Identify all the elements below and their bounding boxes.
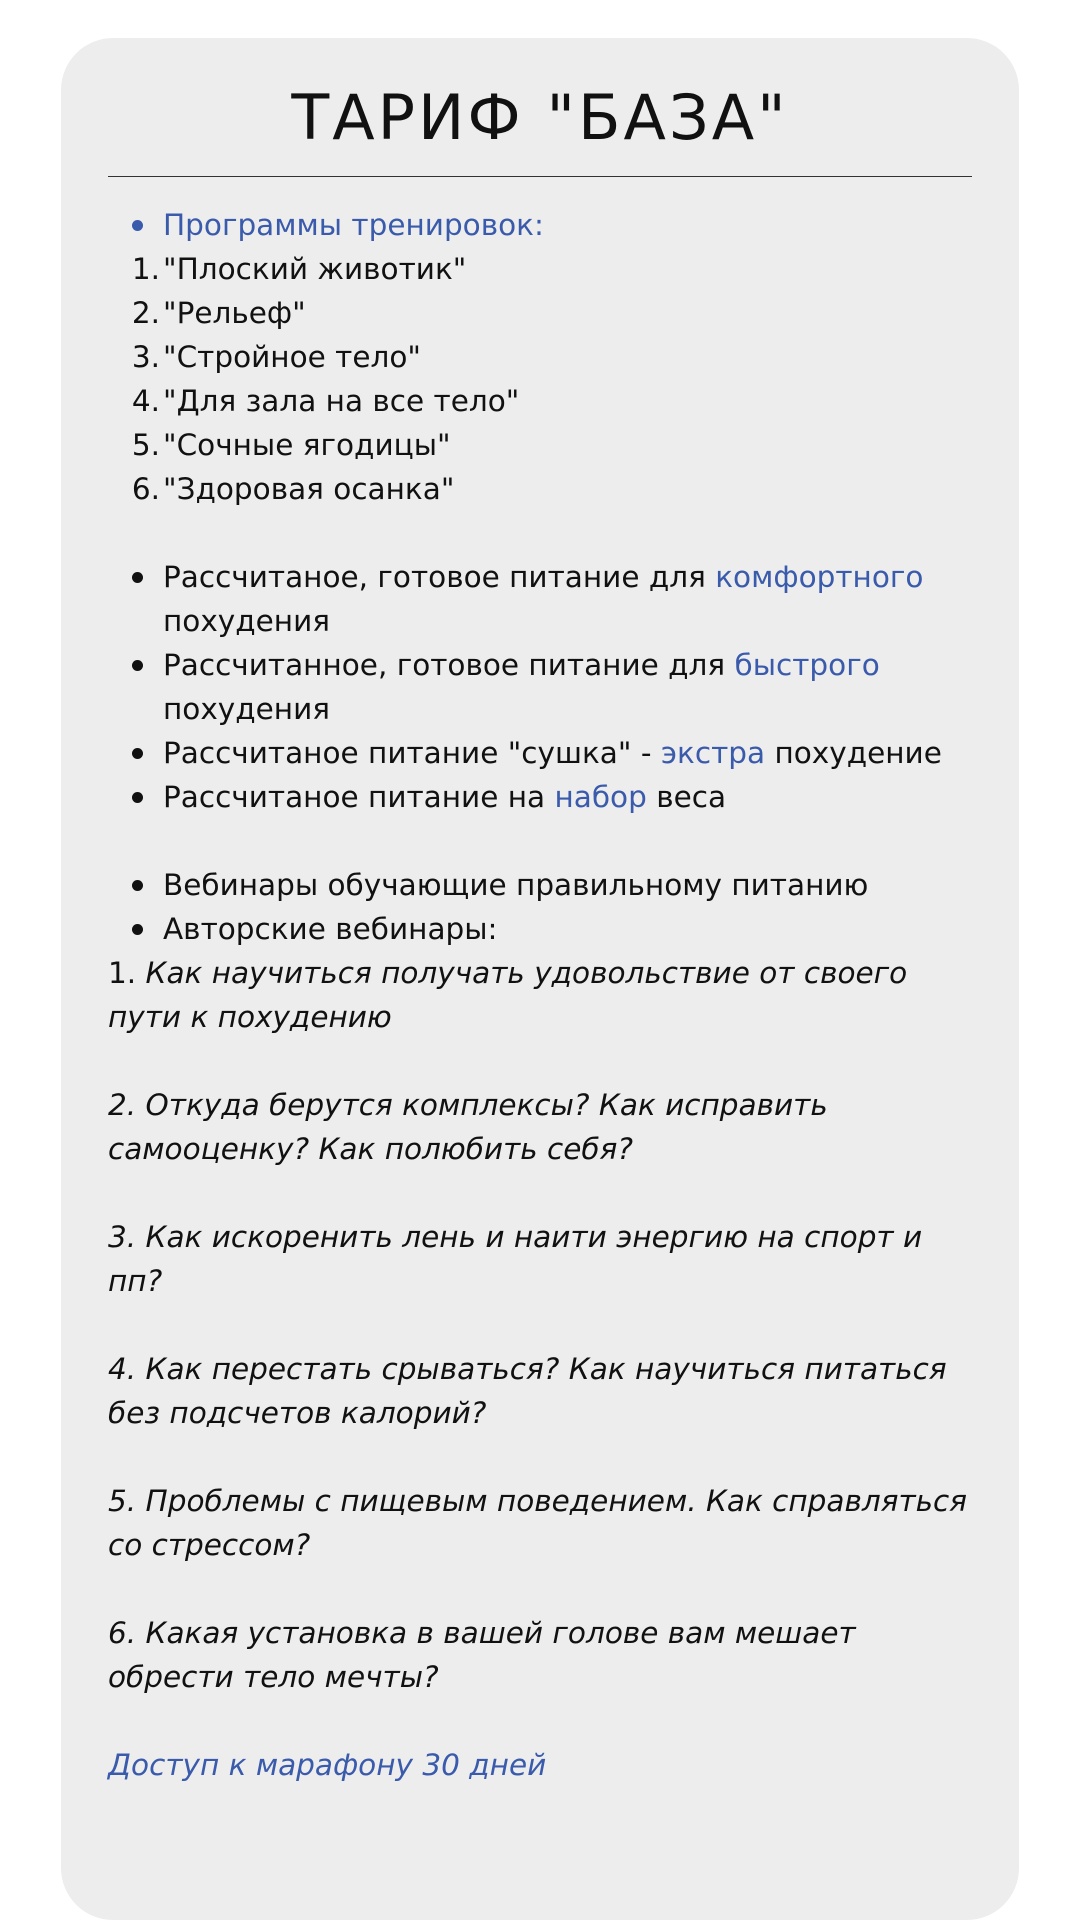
webinars-list xyxy=(108,863,972,951)
webinar-topic-text: Как искоренить лень и наити энергию на спорт и пп? xyxy=(108,1220,923,1298)
webinar-bullet xyxy=(163,907,972,951)
webinar-topic-text: Какая установка в вашей голове вам мешает обрести тело мечты? xyxy=(108,1616,856,1694)
nutrition-highlight: набор xyxy=(554,780,647,814)
nutrition-text: Рассчитанное, готовое питание для xyxy=(163,648,735,682)
nutrition-highlight: быстрого xyxy=(734,648,880,682)
webinar-topic-number: 2. xyxy=(108,1088,137,1122)
program-number: 5. xyxy=(131,428,160,462)
nutrition-item xyxy=(163,555,972,643)
nutrition-item xyxy=(163,775,972,819)
tariff-content xyxy=(108,203,972,1787)
program-item xyxy=(131,467,972,511)
program-number: 1. xyxy=(131,252,160,286)
webinar-topic-text: Проблемы с пищевым поведением. Как справляться со стрессом? xyxy=(108,1484,967,1562)
webinar-topic xyxy=(108,1215,972,1303)
webinar-topic xyxy=(108,1479,972,1567)
webinar-topic-number: 3. xyxy=(108,1220,137,1254)
nutrition-text: Рассчитаное питание "сушка" - xyxy=(163,736,661,770)
marathon-access-link[interactable]: Доступ к марафону 30 дней xyxy=(108,1748,547,1782)
nutrition-text-end: похудения xyxy=(163,604,331,638)
webinar-bullet xyxy=(163,863,972,907)
nutrition-text-end: похудение xyxy=(765,736,942,770)
nutrition-text: Рассчитаное питание на xyxy=(163,780,555,814)
program-title: "Рельеф" xyxy=(163,296,306,330)
program-title: "Стройное тело" xyxy=(163,340,421,374)
webinar-topic-text: Как перестать срываться? Как научиться питаться без подсчетов калорий? xyxy=(108,1352,947,1430)
page-title: ТАРИФ "БАЗА" xyxy=(108,80,972,177)
nutrition-item xyxy=(163,643,972,731)
nutrition-highlight: комфортного xyxy=(715,560,924,594)
webinar-topic xyxy=(108,1083,972,1171)
program-number: 3. xyxy=(131,340,160,374)
nutrition-highlight: экстра xyxy=(660,736,766,770)
programs-heading xyxy=(163,203,972,247)
program-title: "Для зала на все тело" xyxy=(163,384,520,418)
program-number: 2. xyxy=(131,296,160,330)
webinar-topic-number: 6. xyxy=(108,1616,137,1650)
nutrition-list xyxy=(108,555,972,819)
webinar-topic-number: 1. xyxy=(108,956,137,990)
webinar-bullet-text: Вебинары обучающие правильному питанию xyxy=(163,868,869,902)
program-item xyxy=(131,335,972,379)
webinar-topic-text: Как научиться получать удовольствие от своего пути к похудению xyxy=(108,956,908,1034)
webinar-topic-number: 4. xyxy=(108,1352,137,1386)
nutrition-text-end: веса xyxy=(646,780,727,814)
program-title: "Здоровая осанка" xyxy=(163,472,455,506)
webinar-topic xyxy=(108,1347,972,1435)
webinar-topic xyxy=(108,1611,972,1699)
program-item xyxy=(131,379,972,423)
program-item xyxy=(131,291,972,335)
program-title: "Сочные ягодицы" xyxy=(163,428,451,462)
tariff-card xyxy=(61,38,1019,1920)
webinar-topic xyxy=(108,951,972,1039)
webinar-topic-number: 5. xyxy=(108,1484,137,1518)
programs-list xyxy=(108,203,972,247)
webinar-topic-text: Откуда берутся комплексы? Как исправить самооценку? Как полюбить себя? xyxy=(108,1088,828,1166)
program-item xyxy=(131,247,972,291)
nutrition-text: Рассчитаное, готовое питание для xyxy=(163,560,716,594)
program-number: 4. xyxy=(131,384,160,418)
programs-heading-label: Программы тренировок: xyxy=(163,208,544,242)
nutrition-item xyxy=(163,731,972,775)
program-item xyxy=(131,423,972,467)
programs-numbered-list xyxy=(108,247,972,511)
nutrition-text-end: похудения xyxy=(163,692,331,726)
program-number: 6. xyxy=(131,472,160,506)
webinar-bullet-text: Авторские вебинары: xyxy=(163,912,498,946)
program-title: "Плоский животик" xyxy=(163,252,467,286)
